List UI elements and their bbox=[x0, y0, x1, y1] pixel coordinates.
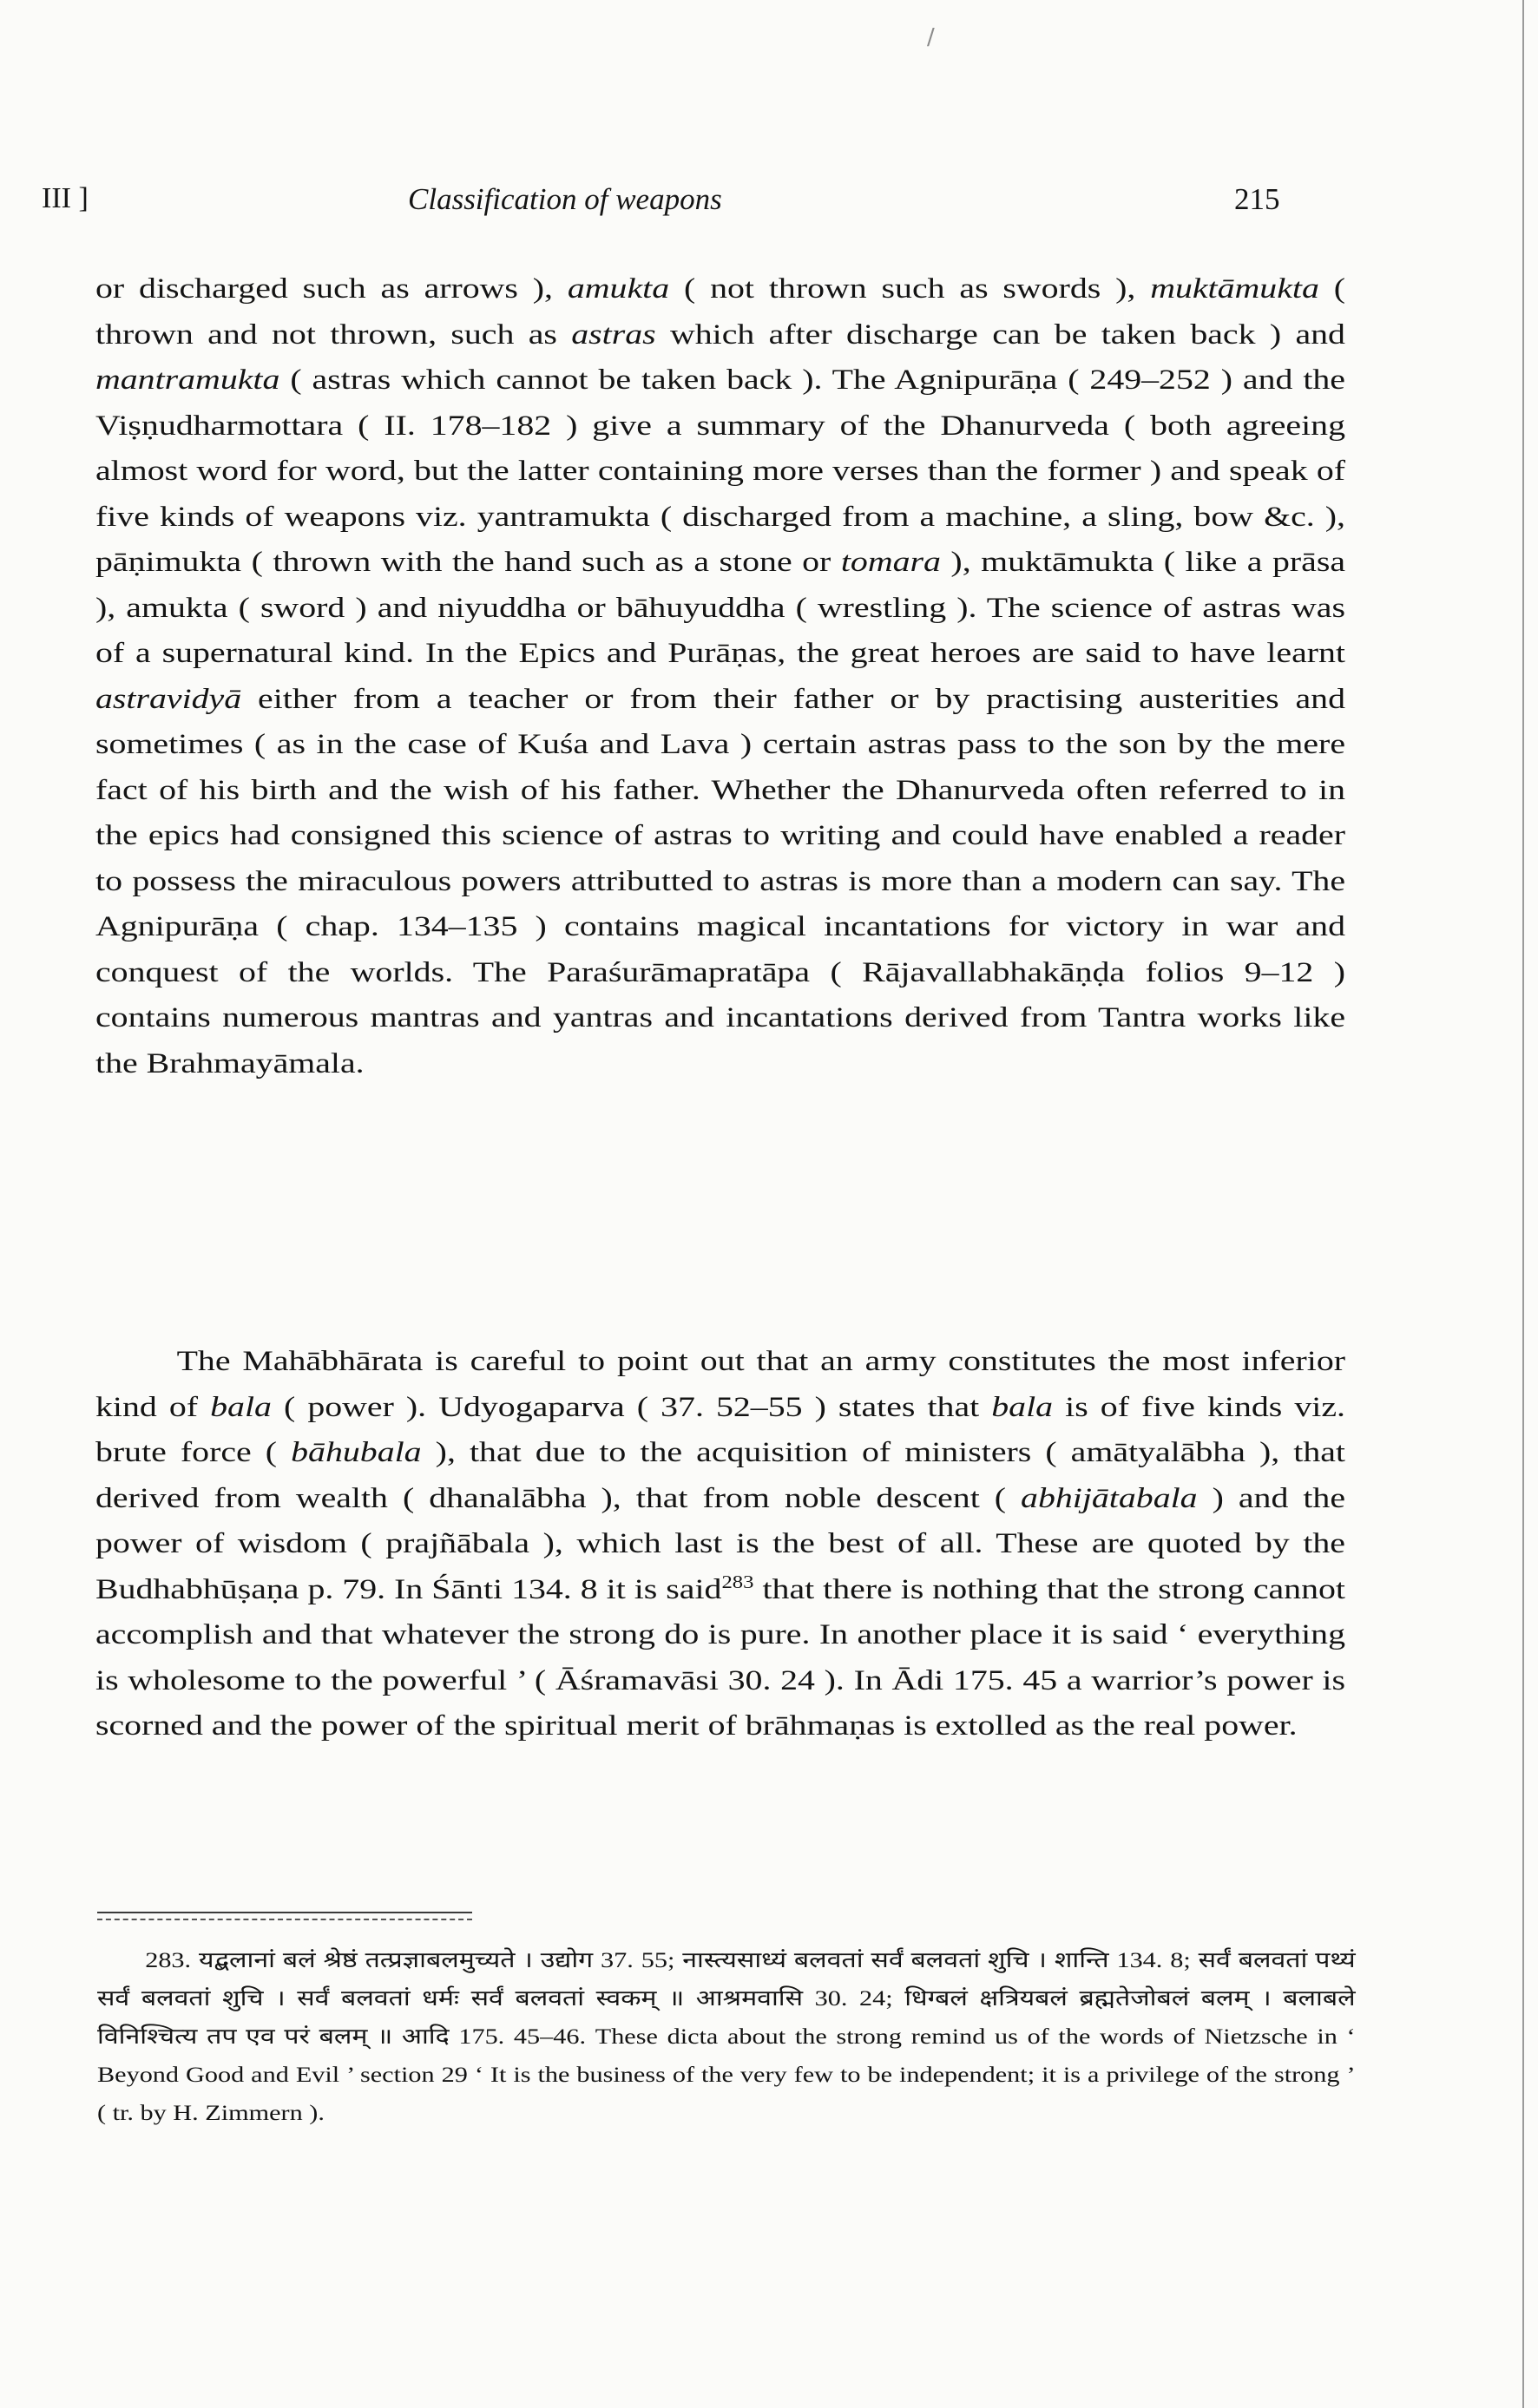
page-edge-line bbox=[1522, 0, 1524, 2408]
footnote-text: यद्बलानां बलं श्रेष्ठं तत्प्रज्ञाबलमुच्यते । उद्योग 37. 55; नास्त्यसाध्यं बलवतां सर्वं बलवतां शुचि । शान्ति 134. 8; सर्वं बलवतां पथ्यं सर्वं बलवतां शुचि । सर्वं बलवतां धर्मः सर्वं बलवतां स्वकम् ॥ आश्रमवासि 30. 24; धिग्बलं क्षत्रियबलं ब्रह्मतेजोबलं बलम् । बलाबले विनिश्चित्य तप एव परं बलम् ॥ आदि 175. 45–46. These dicta about the strong remind us of the words of Nietzsche in ‘ Beyond Good and Evil ’ section 29 ‘ It is the business of the very few to be independent; it is a privilege of the strong ’ ( tr. by H. Zimmern ). bbox=[97, 1949, 1356, 2125]
text-run: ), that due to the acquisition of ministers ( amātyalābha ), that derived from wealth ( dhanalābha ), that from noble descent ( bbox=[95, 1436, 1346, 1514]
rule-line bbox=[97, 1912, 472, 1913]
body-paragraph-2 bbox=[95, 1339, 1345, 1749]
text-run: ( power ). Udyogaparva ( 37. 52–55 ) states that bbox=[271, 1390, 992, 1423]
italic-term: tomara bbox=[840, 546, 941, 578]
italic-term: amukta bbox=[567, 272, 670, 305]
text-run: either from a teacher or from their father or by practising austerities and sometimes ( as in the case of Kuśa and Lava ) certain astras pass to the son by the mere fact of his birth and the wish of his father. Whether the Dhanurveda often referred to in the epics had consigned this science of astras to writing and could have enabled a reader to possess the miraculous powers attributted to astras is more than a modern can say. The Agnipurāṇa ( chap. 134–135 ) contains magical incantations for victory in war and conquest of the worlds. The Paraśurāmapratāpa ( Rājavallabhakāṇḍa folios 9–12 ) contains numerous mantras and yantras and incantations derived from Tantra works like the Brahmayāmala. bbox=[95, 682, 1346, 1079]
italic-term: abhijātabala bbox=[1021, 1481, 1198, 1514]
italic-term: astras bbox=[571, 318, 656, 351]
footnote-reference: 283 bbox=[721, 1572, 754, 1592]
text-run: ), muktāmukta ( like a prāsa ), amukta ( sword ) and niyuddha or bāhuyuddha ( wrestling ). The science of astras was of a supernatural kind. In the Epics and Purāṇas, the great heroes are said to have learnt bbox=[95, 546, 1345, 669]
text-run: ) and the power of wisdom ( prajñābala ), which last is the best of all. These are quoted by the Budhabhūṣaṇa p. 79. In Śānti 134. 8 it is said bbox=[95, 1481, 1345, 1605]
running-head bbox=[0, 182, 1538, 226]
italic-term: bala bbox=[210, 1390, 272, 1423]
italic-term: bala bbox=[991, 1390, 1054, 1423]
italic-term: bāhubala bbox=[291, 1436, 422, 1468]
footnote-283 bbox=[97, 1942, 1356, 2133]
body-paragraph-1 bbox=[95, 266, 1345, 1086]
text-run: ( astras which cannot be taken back ). The Agnipurāṇa ( 249–252 ) and the Viṣṇudharmottara ( II. 178–182 ) give a summary of the Dhanurveda ( both agreeing almost word for word, but the latter containing more verses than the former ) and speak of five kinds of weapons viz. yantramukta ( discharged from a machine, a sling, bow &c. ), pāṇimukta ( thrown with the hand such as a stone or bbox=[95, 364, 1345, 578]
page-number: 215 bbox=[1234, 182, 1280, 216]
chapter-marker: III ] bbox=[42, 182, 89, 214]
running-title: Classification of weapons bbox=[408, 182, 722, 216]
footnote-number: 283. bbox=[145, 1949, 192, 1972]
text-run: that there is nothing that the strong cannot accomplish and that whatever the strong do is pure. In another place it is said ‘ everything is wholesome to the powerful ’ ( Āśramavāsi 30. 24 ). In Ādi 175. 45 a warrior’s power is scorned and the power of the spiritual merit of brāhmaṇas is extolled as the real power. bbox=[95, 1572, 1345, 1742]
text-run: is of five kinds viz. brute force ( bbox=[95, 1390, 1345, 1468]
text-run: The Mahābhārata is careful to point out that an army constitutes the most inferior kind of bbox=[95, 1345, 1346, 1423]
text-run: ( thrown and not thrown, such as bbox=[95, 272, 1345, 351]
text-run: or discharged such as arrows ), bbox=[95, 272, 568, 305]
stray-pen-mark: / bbox=[927, 24, 935, 50]
text-run: which after discharge can be taken back ) and bbox=[655, 318, 1345, 351]
footnote-rule bbox=[97, 1912, 472, 1924]
italic-term: astravidyā bbox=[95, 682, 242, 715]
rule-line-dashed bbox=[97, 1919, 472, 1920]
italic-term: mantramukta bbox=[95, 364, 280, 396]
italic-term: muktāmukta bbox=[1150, 272, 1319, 305]
text-run: ( not thrown such as swords ), bbox=[669, 272, 1151, 305]
